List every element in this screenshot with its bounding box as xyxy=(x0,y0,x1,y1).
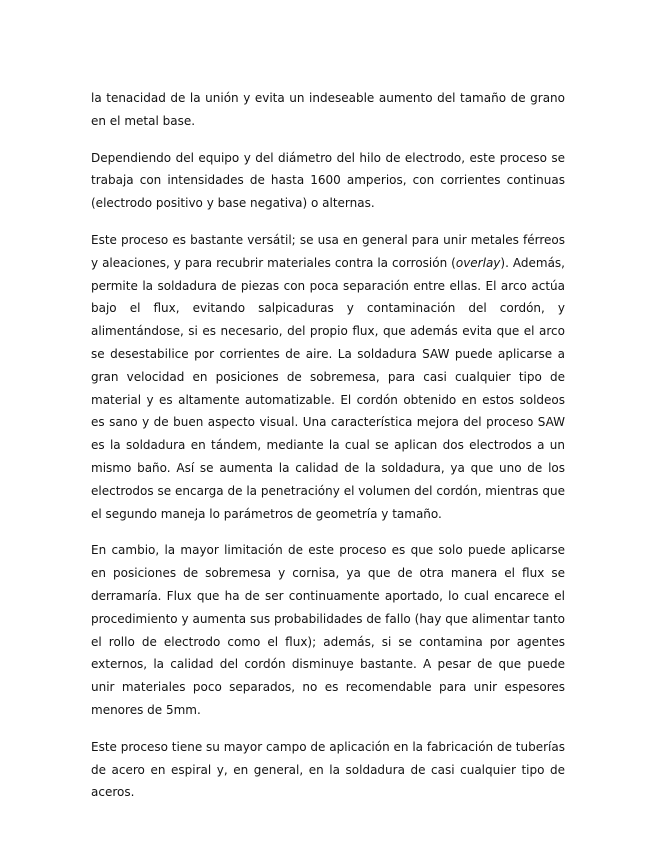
paragraph-5: Este proceso tiene su mayor campo de aplicación en la fabricación de tuberías de acero en espiral y, en general, en la soldadura de casi cualquier tipo de aceros. xyxy=(91,739,565,800)
paragraph-3-italic-term: overlay xyxy=(455,255,501,270)
paragraph-3-part-2: ). Además, permite la soldadura de piezas con poca separación entre ellas. El arco actúa bajo el flux, evitando salpicaduras y contaminación del cordón, y alimentándose, si es necesario, del propio flux, que además evita que el arco se desestabilice por corrientes de aire. La soldadura SAW puede aplicarse a gran velocidad en posiciones de sobremesa, para casi cualquier tipo de material y es altamente automatizable. El cordón obtenido en estos soldeos es sano y de buen aspecto visual. Una característica mejora del proceso SAW es la soldadura en tándem, mediante la cual se aplican dos electrodos a un mismo baño. Así se aumenta la calidad de la soldadura, ya que uno de los electrodos se encarga de la penetracióny el volumen del cordón, mientras que el segundo maneja lo parámetros de geometría y tamaño. xyxy=(91,255,565,521)
paragraph-2: Dependiendo del equipo y del diámetro del hilo de electrodo, este proceso se trabaja con intensidades de hasta 1600 amperios, con corrientes continuas (electrodo positivo y base negativa) o alternas. xyxy=(91,150,565,211)
paragraph-1: la tenacidad de la unión y evita un indeseable aumento del tamaño de grano en el metal base. xyxy=(91,91,565,128)
paragraph-3-part-1: Este proceso es bastante versátil; se usa en general para unir metales férreos y aleaciones, y para recubrir materiales contra la corrosión ( xyxy=(91,232,565,270)
paragraph-4: En cambio, la mayor limitación de este proceso es que solo puede aplicarse en posiciones de sobremesa y cornisa, ya que de otra manera el flux se derramaría. Flux que ha de ser continuamente aportado, lo cual encarece el procedimiento y aumenta sus probabilidades de fallo (hay que alimentar tanto el rollo de electrodo como el flux); además, si se contamina por agentes externos, la calidad del cordón disminuye bastante. A pesar de que puede unir materiales poco separados, no es recomendable para unir espesores menores de 5mm. xyxy=(91,543,565,717)
body-text xyxy=(91,87,565,818)
paragraph-3 xyxy=(91,229,565,525)
